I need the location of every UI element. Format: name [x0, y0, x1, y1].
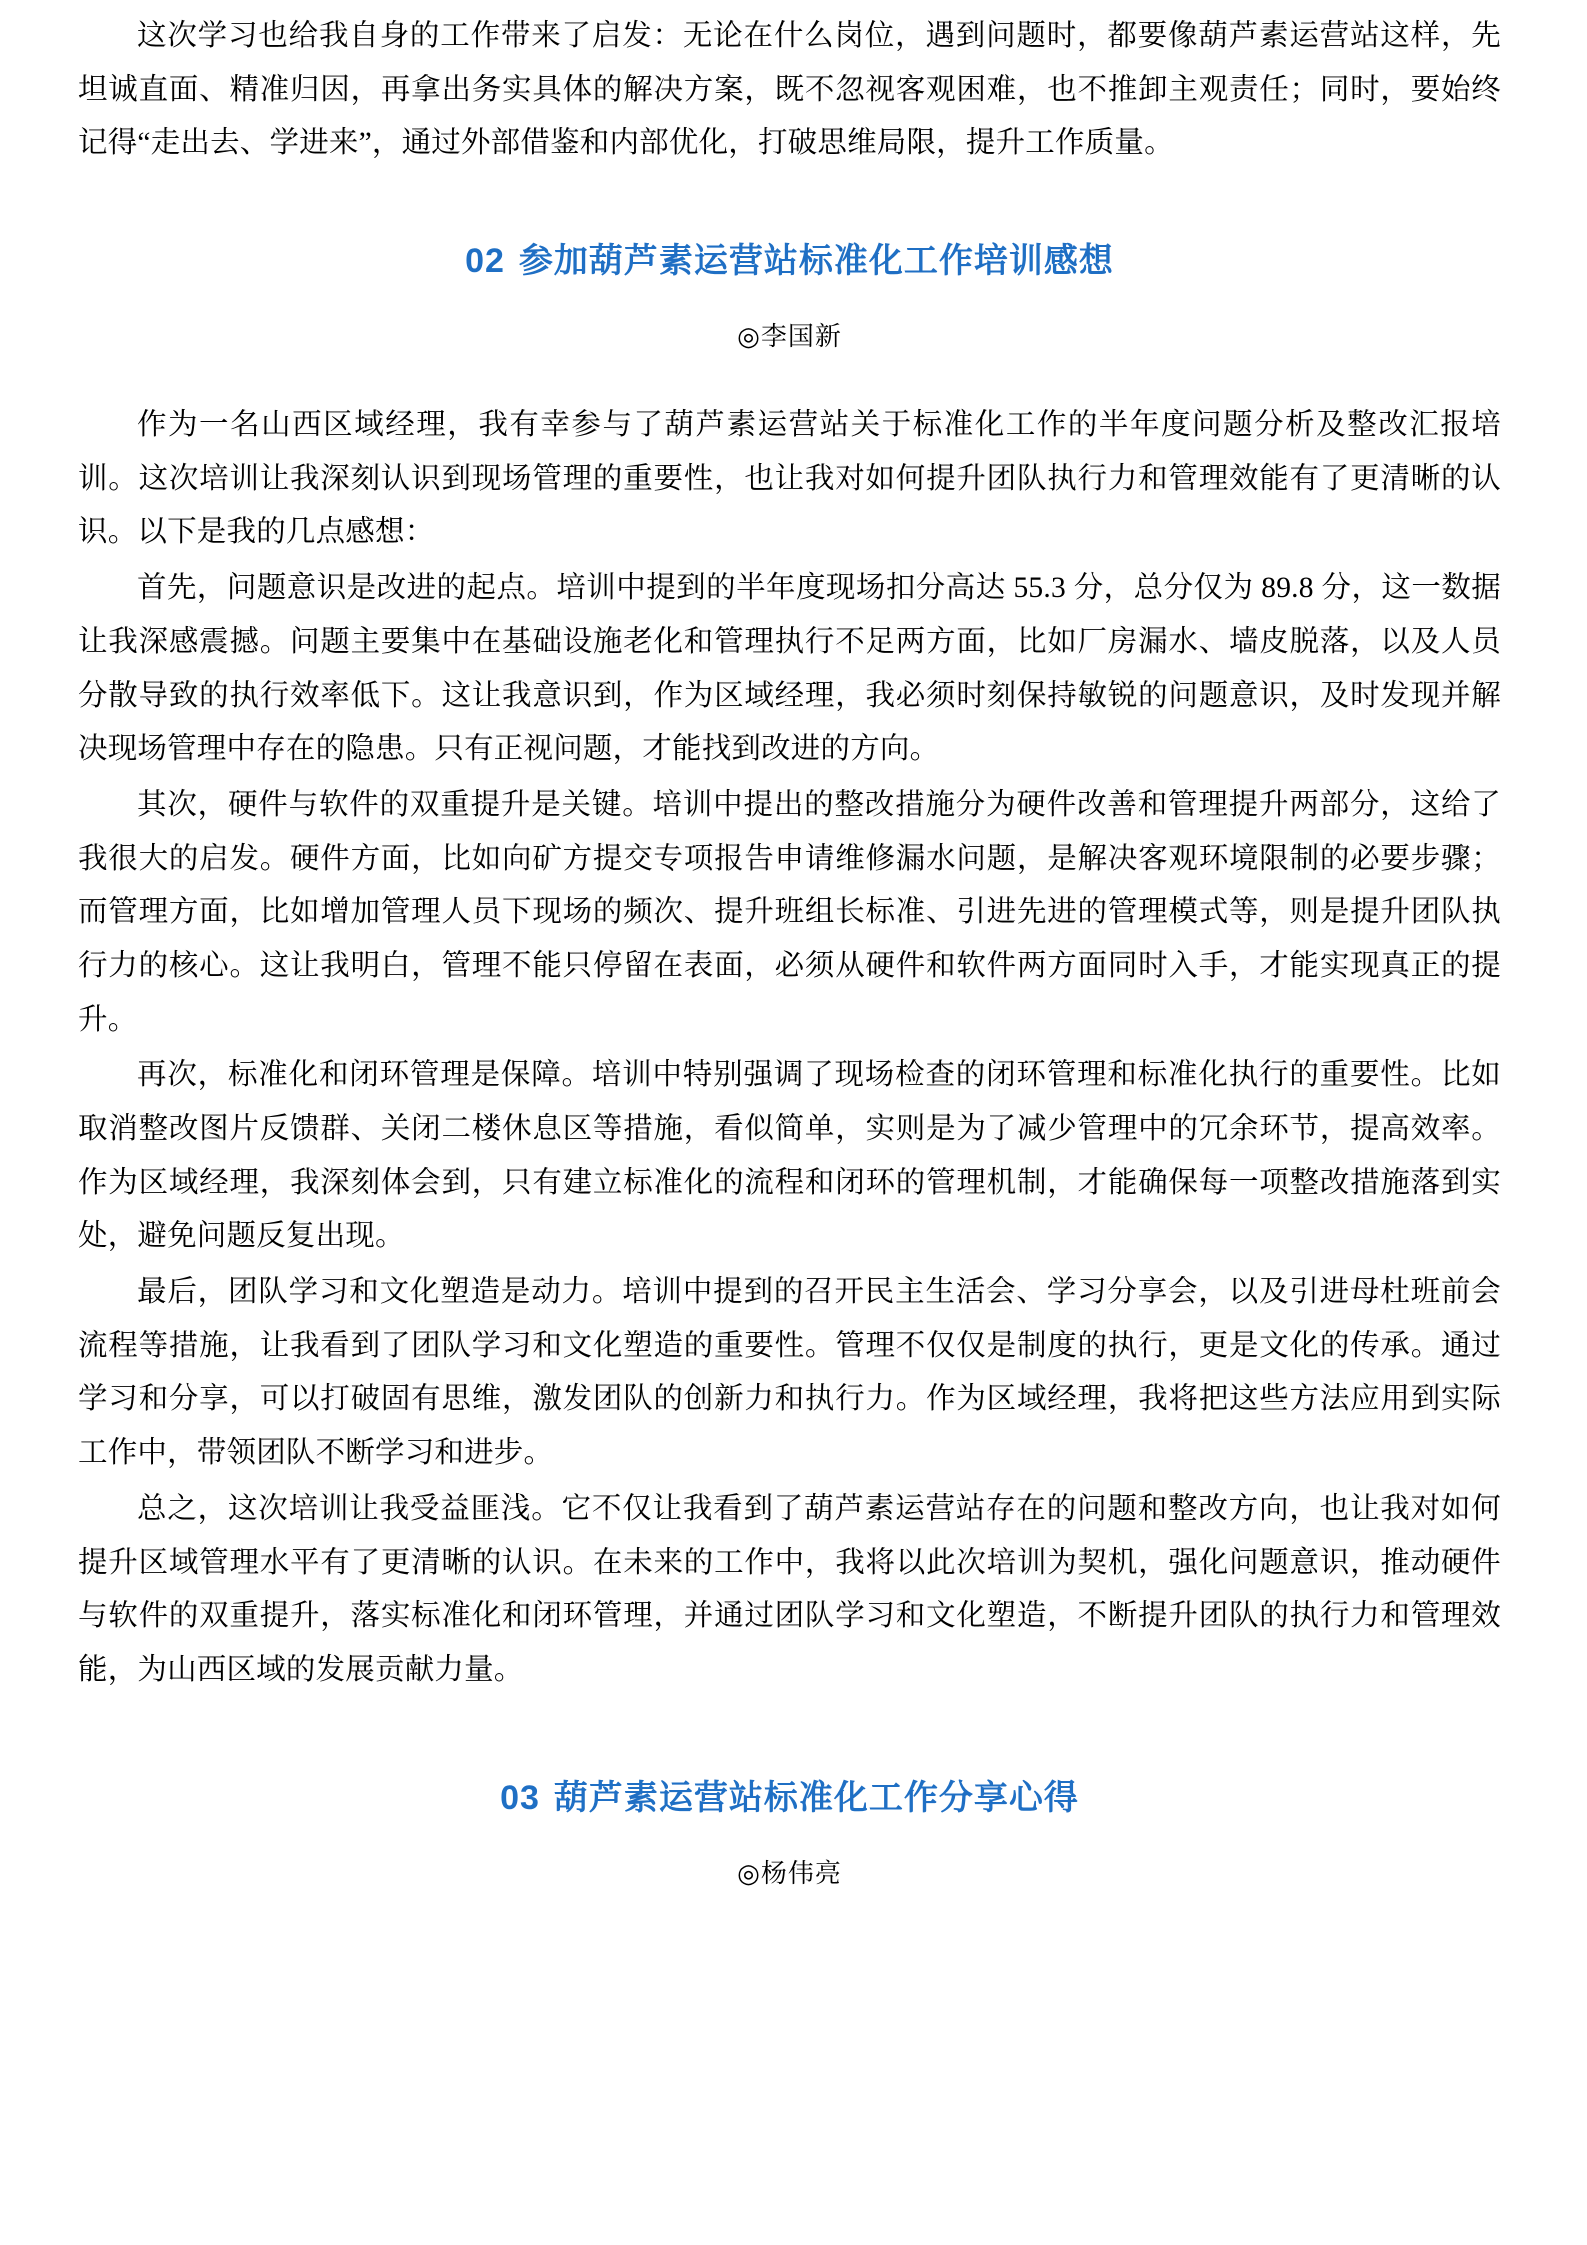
- section-02-paragraph-6: 总之，这次培训让我受益匪浅。它不仅让我看到了葫芦素运营站存在的问题和整改方向，也让我对如何提升区域管理水平有了更清晰的认识。在未来的工作中，我将以此次培训为契机，强化问题意识，推动硬件与软件的双重提升，落实标准化和闭环管理，并通过团队学习和文化塑造，不断提升团队的执行力和管理效能，为山西区域的发展贡献力量。: [78, 1492, 1501, 1686]
- section-02-number: 02: [465, 242, 505, 281]
- section-03-title: [78, 1770, 1501, 1819]
- section-03-title-text: 葫芦素运营站标准化工作分享心得: [553, 1778, 1079, 1817]
- section-02-paragraph-5: 最后，团队学习和文化塑造是动力。培训中提到的召开民主生活会、学习分享会，以及引进母杜班前会流程等措施，让我看到了团队学习和文化塑造的重要性。管理不仅仅是制度的执行，更是文化的传承。通过学习和分享，可以打破固有思维，激发团队的创新力和执行力。作为区域经理，我将把这些方法应用到实际工作中，带领团队不断学习和进步。: [78, 1276, 1501, 1470]
- section-02-paragraph-1: 作为一名山西区域经理，我有幸参与了葫芦素运营站关于标准化工作的半年度问题分析及整改汇报培训。这次培训让我深刻认识到现场管理的重要性，也让我对如何提升团队执行力和管理效能有了更清晰的认识。以下是我的几点感想：: [78, 409, 1501, 549]
- section-03-author: ◎杨伟亮: [737, 1858, 842, 1888]
- section-02-paragraph-3: 其次，硬件与软件的双重提升是关键。培训中提出的整改措施分为硬件改善和管理提升两部分，这给了我很大的启发。硬件方面，比如向矿方提交专项报告申请维修漏水问题，是解决客观环境限制的必要步骤；而管理方面，比如增加管理人员下现场的频次、提升班组长标准、引进先进的管理模式等，则是提升团队执行力的核心。这让我明白，管理不能只停留在表面，必须从硬件和软件两方面同时入手，才能实现真正的提升。: [78, 788, 1501, 1036]
- section-02-paragraph-2: 首先，问题意识是改进的起点。培训中提到的半年度现场扣分高达 55.3 分，总分仅为 89.8 分，这一数据让我深感震撼。问题主要集中在基础设施老化和管理执行不足两方面，比如厂房漏水、墙皮脱落，以及人员分散导致的执行效率低下。这让我意识到，作为区域经理，我必须时刻保持敏锐的问题意识，及时发现并解决现场管理中存在的隐患。只有正视问题，才能找到改进的方向。: [78, 572, 1501, 766]
- section-02-paragraph-4: 再次，标准化和闭环管理是保障。培训中特别强调了现场检查的闭环管理和标准化执行的重要性。比如取消整改图片反馈群、关闭二楼休息区等措施，看似简单，实则是为了减少管理中的冗余环节，提高效率。作为区域经理，我深刻体会到，只有建立标准化的流程和闭环的管理机制，才能确保每一项整改措施落到实处，避免问题反复出现。: [78, 1059, 1501, 1253]
- section-03-heading-block: [78, 1770, 1501, 1890]
- section-03-number: 03: [500, 1778, 540, 1817]
- section-02-title: [78, 233, 1501, 282]
- section-02-heading-block: [78, 233, 1501, 353]
- spacer-after-author-02: [78, 353, 1501, 399]
- section-02-author: ◎李国新: [737, 322, 842, 352]
- intro-paragraph: 这次学习也给我自身的工作带来了启发：无论在什么岗位，遇到问题时，都要像葫芦素运营站这样，先坦诚直面、精准归因，再拿出务实具体的解决方案，既不忽视客观困难，也不推卸主观责任；同时，要始终记得“走出去、学进来”，通过外部借鉴和内部优化，打破思维局限，提升工作质量。: [78, 20, 1501, 160]
- section-02-title-text: 参加葫芦素运营站标准化工作培训感想: [518, 242, 1114, 281]
